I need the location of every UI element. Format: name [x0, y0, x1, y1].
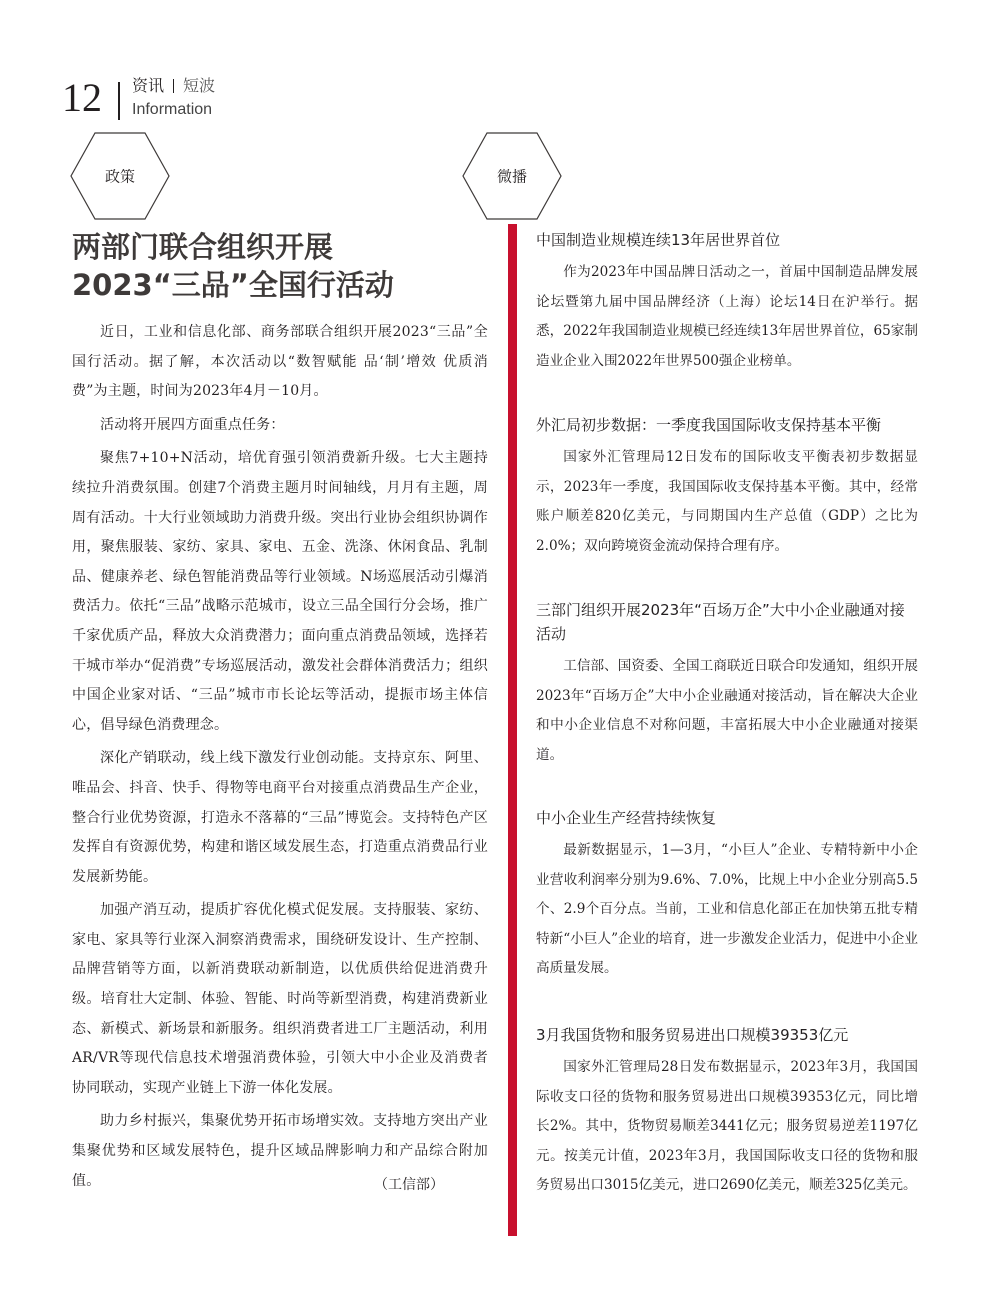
news-item — [536, 228, 918, 376]
news-title: 中小企业生产经营持续恢复 — [536, 809, 717, 827]
column-divider-bar — [508, 224, 517, 1236]
section-separator — [173, 79, 174, 93]
article-paragraph: 助力乡村振兴，集聚优势开拓市场增实效。支持地方突出产业集聚优势和区域发展特色，提升区域品牌影响力和产品综合附加值。 — [72, 1113, 488, 1189]
policy-tag-label: 政策 — [104, 167, 135, 186]
article-paragraph: 聚焦7+10+N活动，培优育强引领消费新升级。七大主题持续拉升消费氛围。创建7个消费主题月时间轴线，月月有主题，周周有活动。十大行业领域助力消费升级。突出行业协会组织协调作用，聚焦服装、家纺、家具、家电、五金、洗涤、休闲食品、乳制品、健康养老、绿色智能消费品等行业领域。N场巡展活动引爆消费活力。依托“三品”战略示范城市，设立三品全国行分会场，推广千家优质产品，释放大众消费潜力；面向重点消费品领域，选择若干城市举办“促消费”专场巡展活动，激发社会群体消费活力；组织中国企业家对话、“三品”城市市长论坛等活动，提振市场主体信心，倡导绿色消费理念。 — [72, 450, 488, 733]
news-item — [536, 1023, 918, 1201]
news-title: 3月我国货物和服务贸易进出口规模39353亿元 — [536, 1026, 849, 1044]
article-title — [72, 228, 492, 304]
article-source: （工信部） — [374, 1177, 444, 1194]
news-title: 外汇局初步数据：一季度我国国际收支保持基本平衡 — [536, 416, 882, 434]
article-body — [72, 318, 488, 1200]
header-divider — [118, 82, 120, 120]
news-body: 作为2023年中国品牌日活动之一，首届中国制造品牌发展论坛暨第九届中国品牌经济（上海）论坛14日在沪举行。据悉，2022年我国制造业规模已经连续13年居世界首位，65家制造业企业入围2022年世界500强企业榜单。 — [536, 264, 918, 369]
microcast-tag — [462, 132, 562, 220]
page-number: 12 — [62, 75, 102, 120]
policy-tag — [70, 132, 170, 220]
news-item — [536, 806, 918, 984]
news-body: 国家外汇管理局12日发布的国际收支平衡表初步数据显示，2023年一季度，我国国际收支保持基本平衡。其中，经常账户顺差820亿美元，与同期国内生产总值（GDP）之比为2.0%；双向跨境资金流动保持合理有序。 — [536, 449, 918, 554]
article-title-line-2: 2023“三品”全国行活动 — [72, 268, 394, 302]
news-title: 中国制造业规模连续13年居世界首位 — [536, 231, 781, 249]
news-item — [536, 598, 918, 770]
article-paragraph: 活动将开展四方面重点任务： — [100, 416, 285, 433]
subsection-name: 短波 — [183, 76, 216, 95]
news-title: 三部门组织开展2023年“百场万企”大中小企业融通对接活动 — [536, 601, 905, 643]
section-name-english: Information — [132, 101, 213, 118]
news-body: 最新数据显示，1—3月，“小巨人”企业、专精特新中小企业营收利润率分别为9.6%、7.0%，比规上中小企业分别高5.5个、2.9个百分点。当前，工业和信息化部正在加快第五批专精特新“小巨人”企业的培育，进一步激发企业活力，促进中小企业高质量发展。 — [536, 842, 918, 976]
microcast-tag-label: 微播 — [496, 167, 527, 186]
news-body: 国家外汇管理局28日发布数据显示，2023年3月，我国国际收支口径的货物和服务贸易进出口规模39353亿元，同比增长2%。其中，货物贸易顺差3441亿元；服务贸易逆差1197亿元。按美元计值，2023年3月，我国国际收支口径的货物和服务贸易出口3015亿美元，进口2690亿美元，顺差325亿美元。 — [536, 1059, 918, 1193]
news-body: 工信部、国资委、全国工商联近日联合印发通知，组织开展2023年“百场万企”大中小企业融通对接活动，旨在解决大企业和中小企业信息不对称问题，丰富拓展大中小企业融通对接渠道。 — [536, 658, 918, 763]
article-title-line-1: 两部门联合组织开展 — [72, 230, 334, 264]
news-item — [536, 413, 918, 561]
section-label — [132, 76, 215, 96]
section-name: 资讯 — [132, 76, 165, 95]
article-paragraph: 近日，工业和信息化部、商务部联合组织开展2023“三品”全国行活动。据了解，本次活动以“数智赋能 品‘制’增效 优质消费”为主题，时间为2023年4月－10月。 — [72, 324, 488, 400]
article-paragraph: 深化产销联动，线上线下激发行业创动能。支持京东、阿里、唯品会、抖音、快手、得物等电商平台对接重点消费品生产企业，整合行业优势资源，打造永不落幕的“三品”博览会。支持特色产区发挥自有资源优势，构建和谐区域发展生态，打造重点消费品行业发展新势能。 — [72, 750, 488, 885]
article-paragraph: 加强产消互动，提质扩容优化模式促发展。支持服装、家纺、家电、家具等行业深入洞察消费需求，围绕研发设计、生产控制、品牌营销等方面，以新消费联动新制造，以优质供给促进消费升级。培育壮大定制、体验、智能、时尚等新型消费，构建消费新业态、新模式、新场景和新服务。组织消费者进工厂主题活动，利用AR/VR等现代信息技术增强消费体验，引领大中小企业及消费者协同联动，实现产业链上下游一体化发展。 — [72, 902, 488, 1096]
